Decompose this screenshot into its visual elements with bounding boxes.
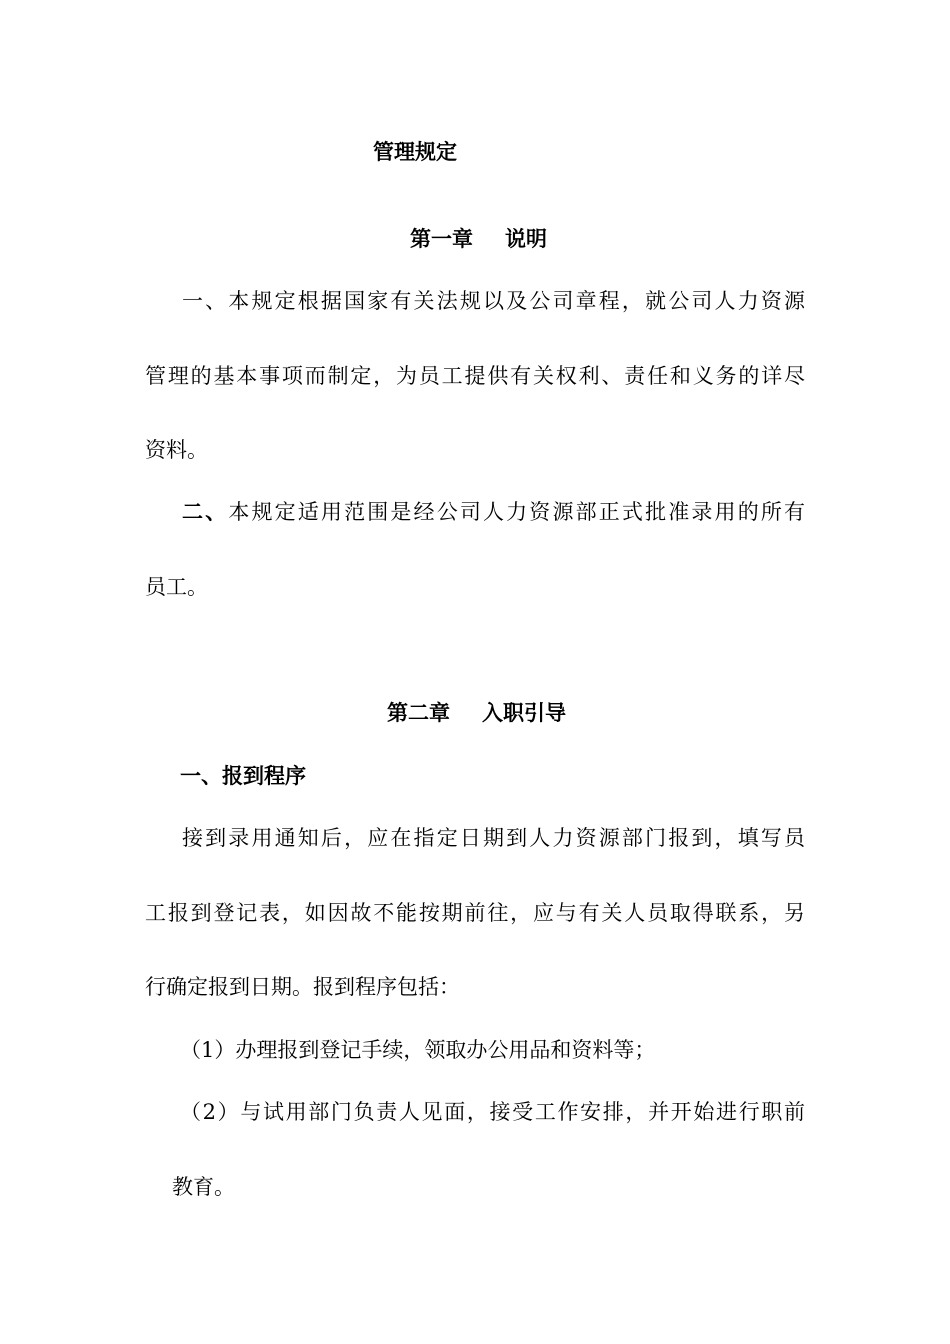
chapter-1-para-1-line-3: 资料。 [145,438,208,462]
list-item-1: （1）办理报到登记手续，领取办公用品和资料等； [180,1038,656,1062]
chapter-2-name: 入职引导 [482,700,566,725]
chapter-1-para-2-prefix: 二、 [182,499,229,524]
chapter-1-para-2-line-1 [182,499,805,525]
chapter-1-para-2-line-2: 员工。 [145,575,208,599]
section-heading: 一、报到程序 [180,763,306,788]
list-item-2-line-2: 教育。 [172,1175,235,1199]
chapter-1-label: 第一章 [410,226,473,251]
chapter-2-para-line-3: 行确定报到日期。报到程序包括： [145,975,460,999]
chapter-2-title [387,700,566,726]
chapter-2-para-line-1: 接到录用通知后，应在指定日期到人力资源部门报到，填写员 [182,826,805,850]
chapter-1-para-1-line-2: 管理的基本事项而制定，为员工提供有关权利、责任和义务的详尽 [145,364,805,388]
chapter-1-para-2-text: 本规定适用范围是经公司人力资源部正式批准录用的所有 [228,500,806,524]
list-item-2-line-1: （2）与试用部门负责人见面，接受工作安排，并开始进行职前 [180,1100,805,1124]
chapter-1-title [410,226,547,252]
chapter-2-label: 第二章 [387,700,450,725]
chapter-1-para-1-line-1: 一、本规定根据国家有关法规以及公司章程，就公司人力资源 [182,289,805,313]
chapter-2-para-line-2: 工报到登记表，如因故不能按期前往，应与有关人员取得联系，另 [145,901,805,925]
chapter-1-name: 说明 [505,226,547,251]
page-title: 管理规定 [373,139,457,164]
